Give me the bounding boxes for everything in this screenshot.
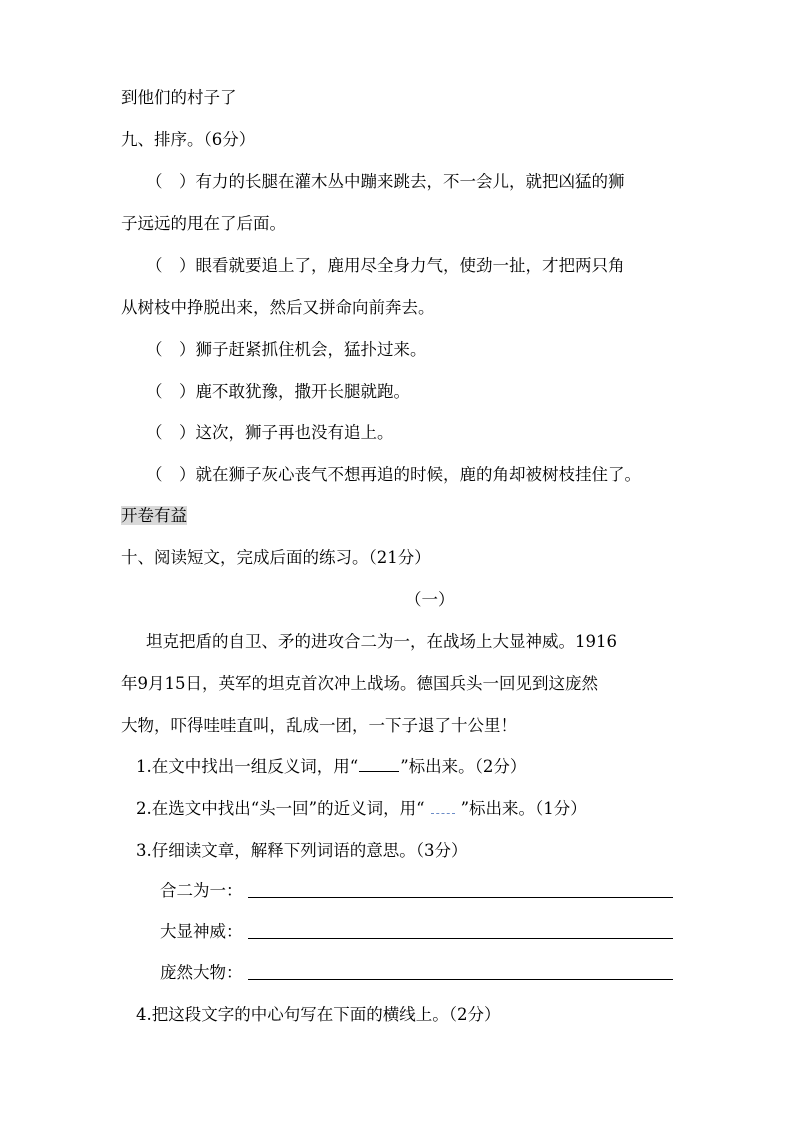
- highlight-title-text: 开卷有益: [121, 506, 187, 525]
- order-item-4: [146, 380, 410, 404]
- order-bracket[interactable]: （ ）: [146, 465, 196, 484]
- term-2-label: 大显神威：: [160, 922, 243, 941]
- order-bracket[interactable]: （ ）: [146, 256, 196, 275]
- order-text-cont: 从树枝中挣脱出来，然后又拼命向前奔去。: [121, 298, 435, 317]
- order-item-3: [146, 338, 427, 362]
- order-item-6: [146, 463, 641, 487]
- order-bracket[interactable]: （ ）: [146, 340, 196, 359]
- order-text: 有力的长腿在灌木丛中蹦来跳去，不一会儿，就把凶猛的狮: [195, 172, 625, 191]
- order-text: 鹿不敢犹豫，撒开长腿就跑。: [195, 382, 410, 401]
- passage-line-1: 坦克把盾的自卫、矛的进攻合二为一，在战场上大显神威。1916: [146, 632, 617, 651]
- order-item-5: [146, 421, 394, 445]
- highlight-title: [121, 504, 187, 528]
- order-bracket[interactable]: （ ）: [146, 172, 196, 191]
- question-1-before: 1.在文中找出一组反义词，用“: [136, 757, 359, 776]
- section10-heading: 十、阅读短文，完成后面的练习。（21分）: [121, 548, 431, 567]
- intro-line: 到他们的村子了: [121, 88, 237, 107]
- question-2-after: ”标出来。（1分）: [460, 799, 587, 818]
- question-2-before: 2.在选文中找出“头一回”的近义词，用“: [136, 799, 425, 818]
- order-text-cont: 子远远的甩在了后面。: [121, 214, 286, 233]
- passage-line-3: 大物，吓得哇哇直叫，乱成一团，一下子退了十公里！: [121, 716, 517, 735]
- order-bracket[interactable]: （ ）: [146, 382, 196, 401]
- underline-mark-sample: [359, 755, 399, 772]
- term-3-answer-line[interactable]: [248, 979, 673, 980]
- order-text: 狮子赶紧抓住机会，猛扑过来。: [195, 340, 427, 359]
- question-3: 3.仔细读文章，解释下列词语的意思。（3分）: [136, 841, 468, 860]
- order-bracket[interactable]: （ ）: [146, 423, 196, 442]
- term-2-answer-line[interactable]: [248, 938, 673, 939]
- question-4: 4.把这段文字的中心句写在下面的横线上。（2分）: [136, 1005, 501, 1024]
- question-2: [136, 797, 587, 821]
- term-1-answer-line[interactable]: [248, 897, 673, 898]
- passage-line-2: 年9月15日，英军的坦克首次冲上战场。德国兵头一回见到这庞然: [121, 674, 598, 693]
- term-1-label: 合二为一：: [160, 881, 243, 900]
- term-3-label: 庞然大物：: [160, 963, 243, 982]
- wavy-mark-sample: [431, 797, 455, 814]
- question-1: [136, 755, 526, 779]
- order-text: 眼看就要追上了，鹿用尽全身力气，使劲一扯，才把两只角: [195, 256, 625, 275]
- section9-heading: 九、排序。（6分）: [121, 130, 256, 149]
- passage-subheading: （一）: [405, 590, 455, 609]
- order-text: 就在狮子灰心丧气不想再追的时候，鹿的角却被树枝挂住了。: [195, 465, 641, 484]
- order-text: 这次，狮子再也没有追上。: [195, 423, 394, 442]
- question-1-after: ”标出来。（2分）: [400, 757, 527, 776]
